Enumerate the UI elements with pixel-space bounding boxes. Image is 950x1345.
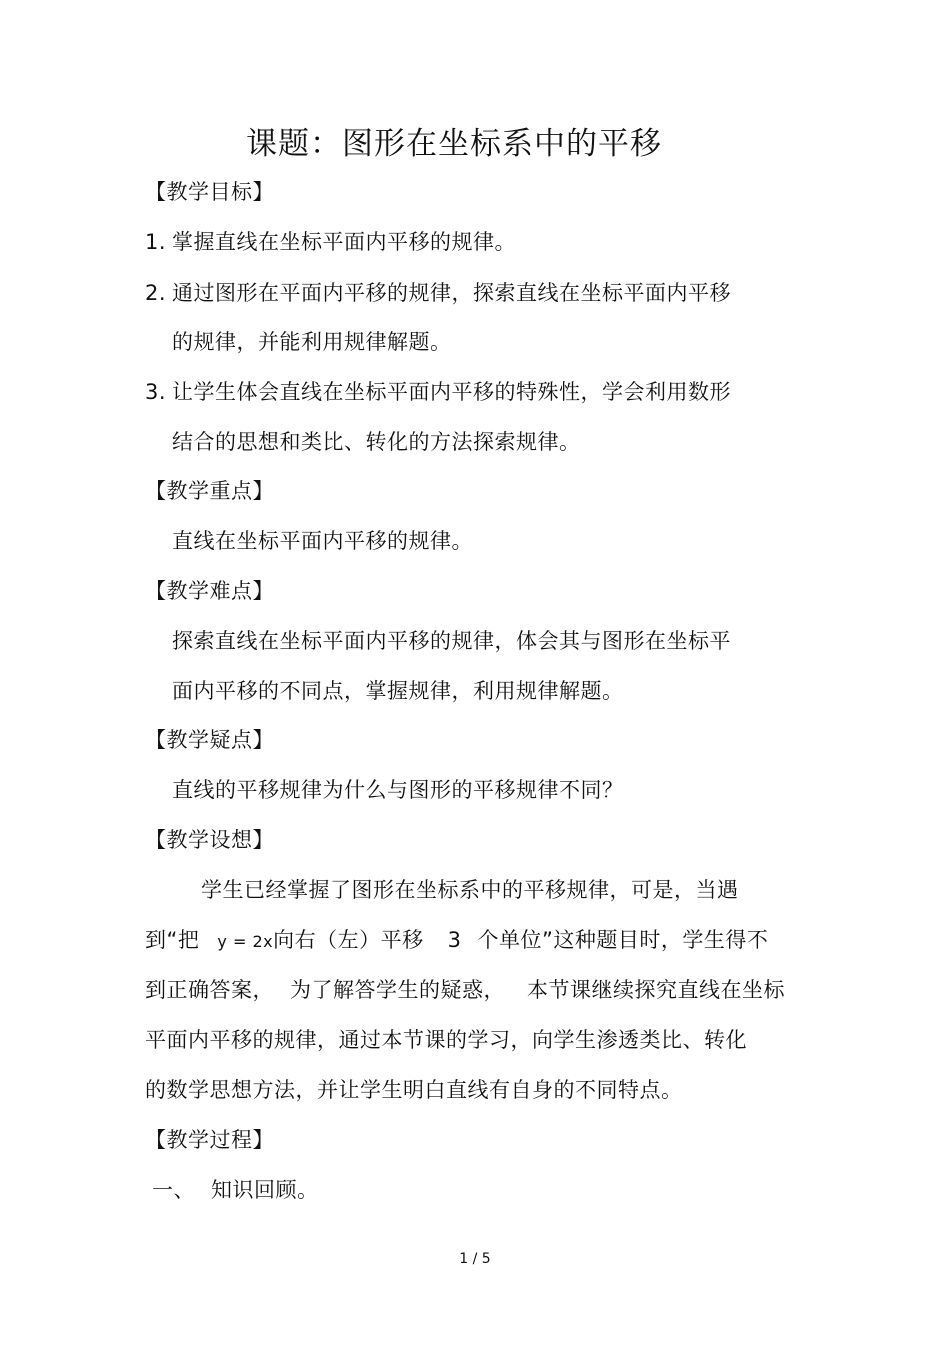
page-number: 1 / 5 xyxy=(459,1251,491,1267)
objective-item-3 xyxy=(145,378,731,406)
process-item-1 xyxy=(152,1176,319,1204)
difficulty-heading: 【教学难点】 xyxy=(145,579,274,603)
design-paragraph-line-5: 的数学思想方法，并让学生明白直线有自身的不同特点。 xyxy=(145,1078,683,1102)
design-heading: 【教学设想】 xyxy=(145,828,274,852)
difficulty-text-continued: 面内平移的不同点，掌握规律，利用规律解题。 xyxy=(172,679,624,703)
design-text: 个单位”这种题目时，学生得不 xyxy=(477,928,769,952)
objective-text-continued: 的规律，并能利用规律解题。 xyxy=(172,330,452,354)
difficulty-text: 探索直线在坐标平面内平移的规律，体会其与图形在坐标平 xyxy=(172,629,731,653)
objective-text: 让学生体会直线在坐标平面内平移的特殊性，学会利用数形 xyxy=(172,380,731,404)
key-point-text: 直线在坐标平面内平移的规律。 xyxy=(172,529,473,553)
key-point-heading: 【教学重点】 xyxy=(145,479,274,503)
design-paragraph-line-3 xyxy=(145,976,785,1004)
formula: y = 2x xyxy=(217,932,274,951)
objective-item-1 xyxy=(145,228,516,256)
process-text: 知识回顾。 xyxy=(211,1178,319,1202)
objective-item-2 xyxy=(145,279,731,307)
process-number: 一、 xyxy=(152,1178,195,1202)
design-paragraph-line-1: 学生已经掌握了图形在坐标系中的平移规律，可是，当遇 xyxy=(201,878,739,902)
objective-number: 3. xyxy=(145,380,167,404)
design-text: 到正确答案， xyxy=(145,978,274,1002)
design-text: 本节课继续探究直线在坐标 xyxy=(527,978,785,1002)
objectives-heading: 【教学目标】 xyxy=(145,180,274,204)
design-paragraph-line-4: 平面内平移的规律，通过本节课的学习，向学生渗透类比、转化 xyxy=(145,1028,747,1052)
design-number: 3 xyxy=(447,928,462,952)
doubt-text: 直线的平移规律为什么与图形的平移规律不同？ xyxy=(172,778,624,802)
objective-text-continued: 结合的思想和类比、转化的方法探索规律。 xyxy=(172,430,581,454)
design-text: 向右（左）平移 xyxy=(273,928,424,952)
process-heading: 【教学过程】 xyxy=(145,1128,274,1152)
page-title: 课题：图形在坐标系中的平移 xyxy=(246,126,662,162)
design-text: 为了解答学生的疑惑， xyxy=(290,978,505,1002)
objective-number: 1. xyxy=(145,230,167,254)
objective-text: 掌握直线在坐标平面内平移的规律。 xyxy=(172,230,516,254)
objective-number: 2. xyxy=(145,281,167,305)
design-paragraph-line-2 xyxy=(145,926,768,956)
doubt-heading: 【教学疑点】 xyxy=(145,728,274,752)
design-text: 到“把 xyxy=(145,928,200,952)
objective-text: 通过图形在平面内平移的规律，探索直线在坐标平面内平移 xyxy=(172,281,731,305)
